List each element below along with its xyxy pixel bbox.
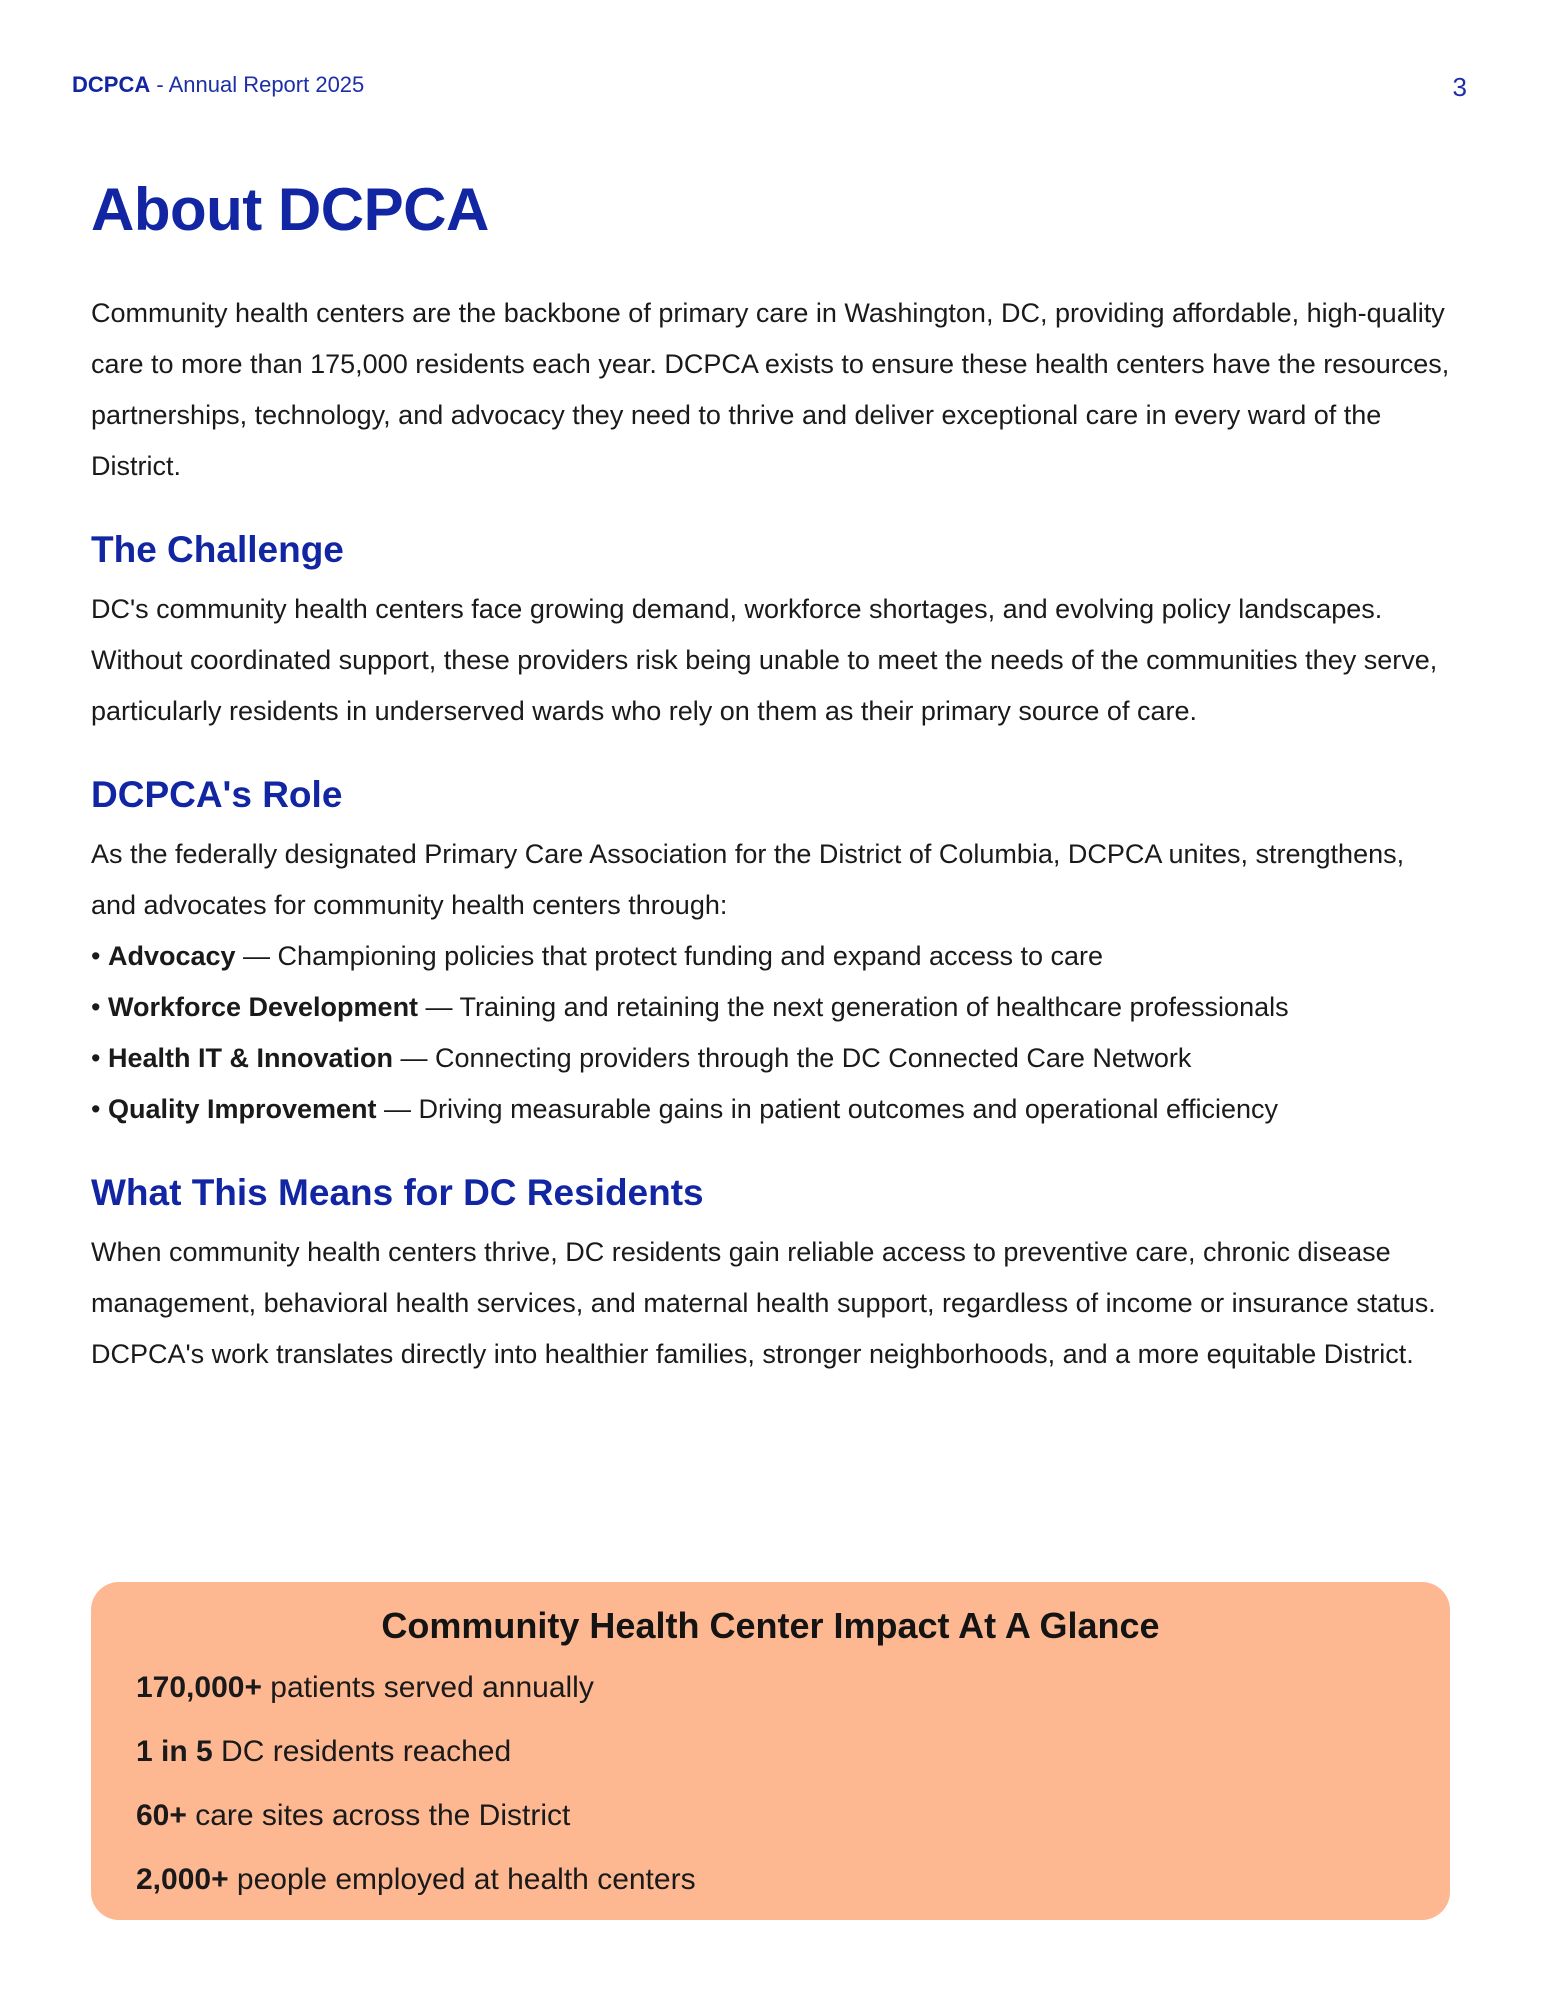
impact-stat-employees (136, 1848, 1450, 1912)
impact-callout-box (91, 1582, 1450, 1920)
page-title: About DCPCA (91, 176, 489, 243)
bullet-item-quality-improvement: • Quality Improvement — Driving measurable gains in patient outcomes and operational efficiency (91, 1094, 1279, 1124)
running-header (72, 72, 364, 98)
bullet-item-advocacy: • Advocacy — Championing policies that protect funding and expand access to care (91, 941, 1104, 971)
bullet-item-health-it: • Health IT & Innovation — Connecting providers through the DC Connected Care Network (91, 1043, 1192, 1073)
main-content (91, 170, 1451, 1380)
bullet-description: — Training and retaining the next generation of healthcare professionals (418, 992, 1289, 1022)
impact-stat-patients (136, 1656, 1450, 1720)
role-heading: DCPCA's Role (91, 774, 343, 815)
bullet-description: — Championing policies that protect funding and expand access to care (235, 941, 1104, 971)
stat-figure: 170,000+ (136, 1671, 262, 1704)
challenge-section (91, 522, 1451, 737)
bullet-description: — Driving measurable gains in patient outcomes and operational efficiency (376, 1094, 1279, 1124)
about-intro-paragraph: Community health centers are the backbone of primary care in Washington, DC, providing affordable, high-quality care to more than 175,000 residents each year. DCPCA exists to ensure these health centers have the resources, partnerships, technology, and advocacy they need to thrive and deliver exceptional care in every ward of the District. (91, 298, 1450, 481)
header-brand: DCPCA (72, 72, 151, 97)
challenge-paragraph: DC's community health centers face growing demand, workforce shortages, and evolving policy landscapes. Without coordinated support, these providers risk being unable to meet the needs of the communities they serve, particularly residents in underserved wards who rely on them as their primary source of care. (91, 594, 1438, 726)
stat-label: care sites across the District (186, 1799, 571, 1832)
stat-label: patients served annually (261, 1671, 594, 1704)
stat-figure: 2,000+ (136, 1863, 229, 1896)
bullet-term: Workforce Development (107, 992, 419, 1022)
role-section (91, 767, 1451, 1135)
role-bullet-list (91, 931, 1451, 1135)
bullet-item-workforce-development: • Workforce Development — Training and retaining the next generation of healthcare professionals (91, 992, 1289, 1022)
header-subtitle: Annual Report 2025 (168, 72, 365, 97)
residents-paragraph: When community health centers thrive, DC residents gain reliable access to preventive care, chronic disease management, behavioral health services, and maternal health support, regardless of income or insurance status. DCPCA's work translates directly into healthier families, stronger neighborhoods, and a more equitable District. (91, 1237, 1436, 1369)
bullet-description: — Connecting providers through the DC Connected Care Network (392, 1043, 1192, 1073)
residents-heading: What This Means for DC Residents (91, 1172, 704, 1213)
impact-stat-residents (136, 1720, 1450, 1784)
header-separator: - (150, 72, 169, 97)
role-intro-paragraph: As the federally designated Primary Care Association for the District of Columbia, DCPCA unites, strengthens, and advocates for community health centers through: (91, 839, 1405, 920)
bullet-term: Health IT & Innovation (107, 1043, 393, 1073)
impact-stat-care-sites (136, 1784, 1450, 1848)
residents-section (91, 1165, 1451, 1380)
impact-title: Community Health Center Impact At A Glance (381, 1605, 1160, 1646)
bullet-term: Quality Improvement (107, 1094, 377, 1124)
impact-stats-list (91, 1656, 1450, 1912)
stat-label: people employed at health centers (228, 1863, 696, 1896)
challenge-heading: The Challenge (91, 529, 344, 570)
bullet-term: Advocacy (107, 941, 236, 971)
stat-figure: 1 in 5 (136, 1735, 213, 1768)
page-number: 3 (1452, 72, 1467, 102)
stat-label: DC residents reached (212, 1735, 512, 1768)
stat-figure: 60+ (136, 1799, 187, 1832)
